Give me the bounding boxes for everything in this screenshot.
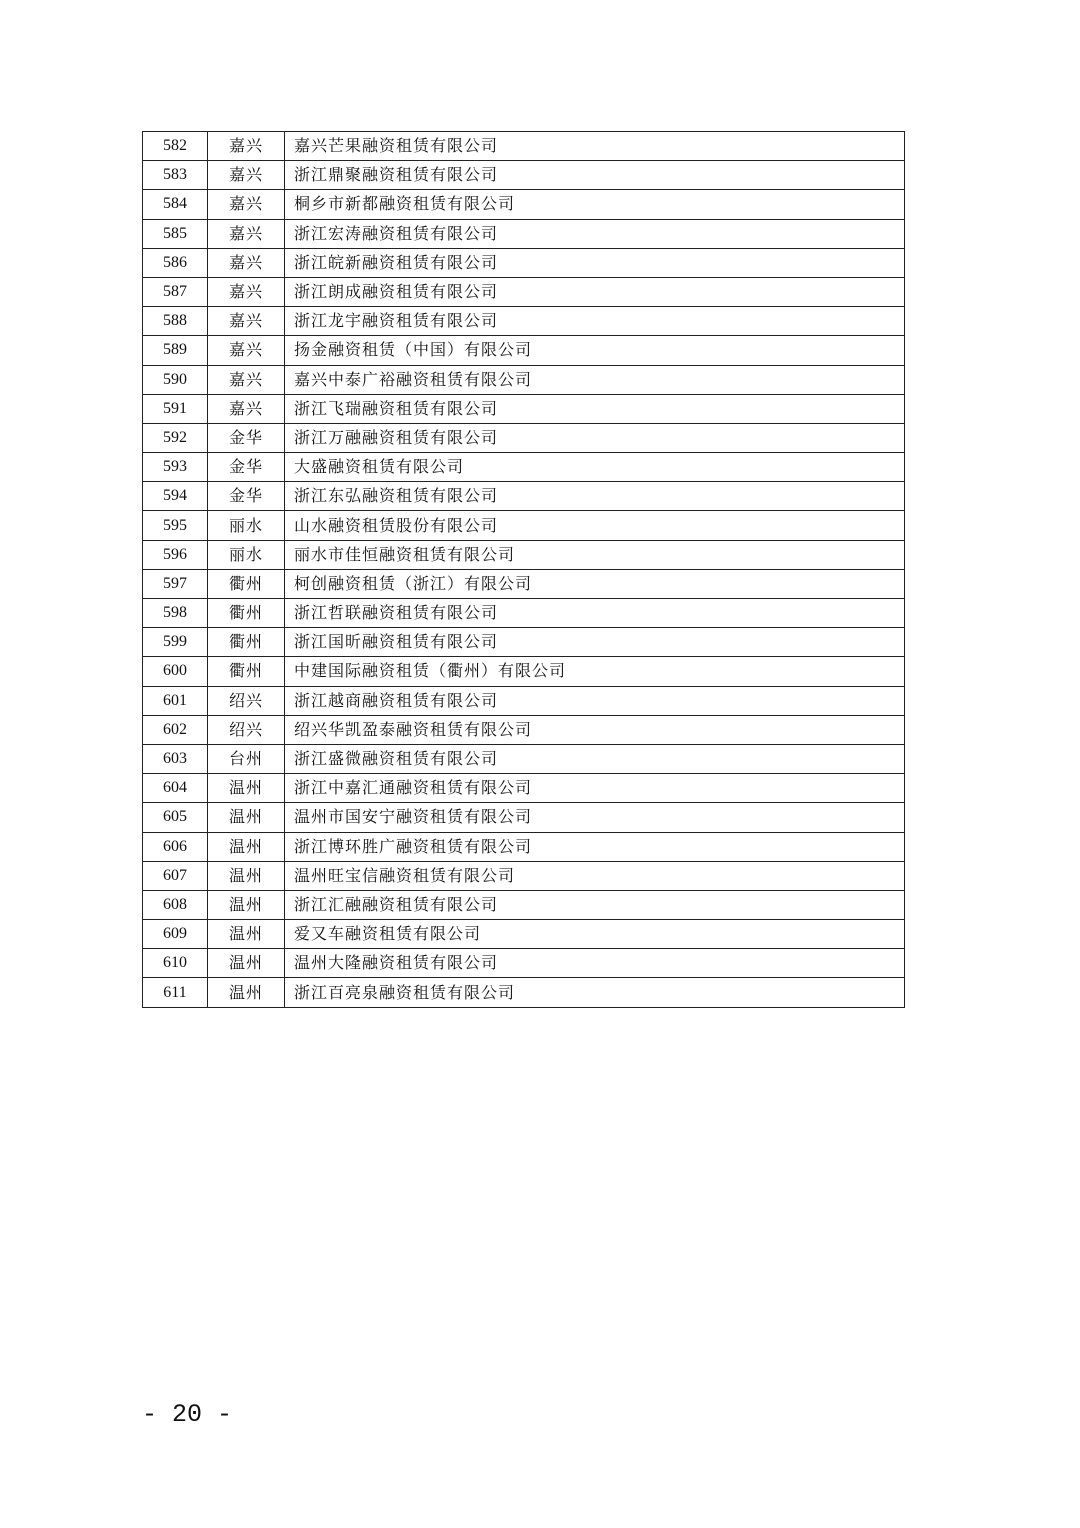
- company-name-cell: 浙江东弘融资租赁有限公司: [285, 482, 905, 511]
- company-name-cell: 绍兴华凯盈泰融资租赁有限公司: [285, 715, 905, 744]
- table-row: [143, 307, 905, 336]
- table-row: [143, 949, 905, 978]
- city-cell: 台州: [208, 744, 285, 773]
- row-number-cell: 604: [143, 774, 208, 803]
- table-row: [143, 715, 905, 744]
- row-number-cell: 590: [143, 365, 208, 394]
- company-name-cell: 丽水市佳恒融资租赁有限公司: [285, 540, 905, 569]
- city-cell: 温州: [208, 803, 285, 832]
- city-cell: 温州: [208, 861, 285, 890]
- row-number-cell: 605: [143, 803, 208, 832]
- company-name-cell: 桐乡市新都融资租赁有限公司: [285, 190, 905, 219]
- table-row: [143, 978, 905, 1007]
- company-name-cell: 中建国际融资租赁（衢州）有限公司: [285, 657, 905, 686]
- table-row: [143, 365, 905, 394]
- company-name-cell: 浙江越商融资租赁有限公司: [285, 686, 905, 715]
- company-name-cell: 浙江朗成融资租赁有限公司: [285, 277, 905, 306]
- company-name-cell: 嘉兴芒果融资租赁有限公司: [285, 132, 905, 161]
- table-row: [143, 336, 905, 365]
- row-number-cell: 606: [143, 832, 208, 861]
- city-cell: 衢州: [208, 569, 285, 598]
- city-cell: 金华: [208, 453, 285, 482]
- table-row: [143, 744, 905, 773]
- table-row: [143, 219, 905, 248]
- table-row: [143, 394, 905, 423]
- row-number-cell: 601: [143, 686, 208, 715]
- row-number-cell: 610: [143, 949, 208, 978]
- table-row: [143, 569, 905, 598]
- city-cell: 丽水: [208, 540, 285, 569]
- city-cell: 嘉兴: [208, 161, 285, 190]
- table-row: [143, 657, 905, 686]
- row-number-cell: 587: [143, 277, 208, 306]
- table-row: [143, 453, 905, 482]
- table-row: [143, 920, 905, 949]
- row-number-cell: 594: [143, 482, 208, 511]
- page-number: - 20 -: [142, 1400, 233, 1429]
- row-number-cell: 599: [143, 628, 208, 657]
- row-number-cell: 583: [143, 161, 208, 190]
- company-name-cell: 山水融资租赁股份有限公司: [285, 511, 905, 540]
- company-name-cell: 温州旺宝信融资租赁有限公司: [285, 861, 905, 890]
- row-number-cell: 586: [143, 248, 208, 277]
- table-row: [143, 890, 905, 919]
- table-row: [143, 861, 905, 890]
- company-name-cell: 浙江鼎聚融资租赁有限公司: [285, 161, 905, 190]
- row-number-cell: 591: [143, 394, 208, 423]
- city-cell: 嘉兴: [208, 394, 285, 423]
- city-cell: 金华: [208, 423, 285, 452]
- row-number-cell: 585: [143, 219, 208, 248]
- company-name-cell: 浙江皖新融资租赁有限公司: [285, 248, 905, 277]
- city-cell: 嘉兴: [208, 277, 285, 306]
- city-cell: 衢州: [208, 599, 285, 628]
- table-row: [143, 774, 905, 803]
- company-name-cell: 扬金融资租赁（中国）有限公司: [285, 336, 905, 365]
- row-number-cell: 607: [143, 861, 208, 890]
- table-row: [143, 423, 905, 452]
- company-name-cell: 大盛融资租赁有限公司: [285, 453, 905, 482]
- row-number-cell: 584: [143, 190, 208, 219]
- city-cell: 嘉兴: [208, 132, 285, 161]
- table-row: [143, 803, 905, 832]
- city-cell: 衢州: [208, 628, 285, 657]
- row-number-cell: 592: [143, 423, 208, 452]
- row-number-cell: 609: [143, 920, 208, 949]
- company-name-cell: 浙江万融融资租赁有限公司: [285, 423, 905, 452]
- table-row: [143, 832, 905, 861]
- row-number-cell: 603: [143, 744, 208, 773]
- row-number-cell: 596: [143, 540, 208, 569]
- city-cell: 温州: [208, 978, 285, 1007]
- table-row: [143, 277, 905, 306]
- company-list-body: [143, 132, 905, 1008]
- city-cell: 绍兴: [208, 715, 285, 744]
- city-cell: 嘉兴: [208, 336, 285, 365]
- table-row: [143, 190, 905, 219]
- company-name-cell: 温州大隆融资租赁有限公司: [285, 949, 905, 978]
- company-name-cell: 浙江百亮泉融资租赁有限公司: [285, 978, 905, 1007]
- row-number-cell: 589: [143, 336, 208, 365]
- company-name-cell: 温州市国安宁融资租赁有限公司: [285, 803, 905, 832]
- city-cell: 温州: [208, 949, 285, 978]
- city-cell: 嘉兴: [208, 219, 285, 248]
- company-name-cell: 浙江龙宇融资租赁有限公司: [285, 307, 905, 336]
- city-cell: 嘉兴: [208, 307, 285, 336]
- company-name-cell: 柯创融资租赁（浙江）有限公司: [285, 569, 905, 598]
- table-row: [143, 482, 905, 511]
- row-number-cell: 602: [143, 715, 208, 744]
- city-cell: 金华: [208, 482, 285, 511]
- city-cell: 嘉兴: [208, 365, 285, 394]
- city-cell: 温州: [208, 774, 285, 803]
- company-name-cell: 浙江宏涛融资租赁有限公司: [285, 219, 905, 248]
- row-number-cell: 582: [143, 132, 208, 161]
- row-number-cell: 593: [143, 453, 208, 482]
- row-number-cell: 611: [143, 978, 208, 1007]
- row-number-cell: 595: [143, 511, 208, 540]
- city-cell: 衢州: [208, 657, 285, 686]
- company-list-table: [142, 131, 905, 1008]
- table-row: [143, 686, 905, 715]
- table-row: [143, 161, 905, 190]
- city-cell: 嘉兴: [208, 190, 285, 219]
- city-cell: 绍兴: [208, 686, 285, 715]
- row-number-cell: 608: [143, 890, 208, 919]
- city-cell: 丽水: [208, 511, 285, 540]
- row-number-cell: 600: [143, 657, 208, 686]
- company-name-cell: 浙江哲联融资租赁有限公司: [285, 599, 905, 628]
- table-row: [143, 599, 905, 628]
- company-name-cell: 浙江国昕融资租赁有限公司: [285, 628, 905, 657]
- city-cell: 温州: [208, 920, 285, 949]
- company-name-cell: 浙江飞瑞融资租赁有限公司: [285, 394, 905, 423]
- table-row: [143, 628, 905, 657]
- company-name-cell: 浙江中嘉汇通融资租赁有限公司: [285, 774, 905, 803]
- city-cell: 温州: [208, 832, 285, 861]
- row-number-cell: 597: [143, 569, 208, 598]
- company-name-cell: 浙江汇融融资租赁有限公司: [285, 890, 905, 919]
- table-row: [143, 248, 905, 277]
- company-name-cell: 爱又车融资租赁有限公司: [285, 920, 905, 949]
- city-cell: 温州: [208, 890, 285, 919]
- table-row: [143, 511, 905, 540]
- company-name-cell: 浙江博环胜广融资租赁有限公司: [285, 832, 905, 861]
- table-row: [143, 132, 905, 161]
- row-number-cell: 598: [143, 599, 208, 628]
- row-number-cell: 588: [143, 307, 208, 336]
- city-cell: 嘉兴: [208, 248, 285, 277]
- table-row: [143, 540, 905, 569]
- company-name-cell: 嘉兴中泰广裕融资租赁有限公司: [285, 365, 905, 394]
- company-name-cell: 浙江盛微融资租赁有限公司: [285, 744, 905, 773]
